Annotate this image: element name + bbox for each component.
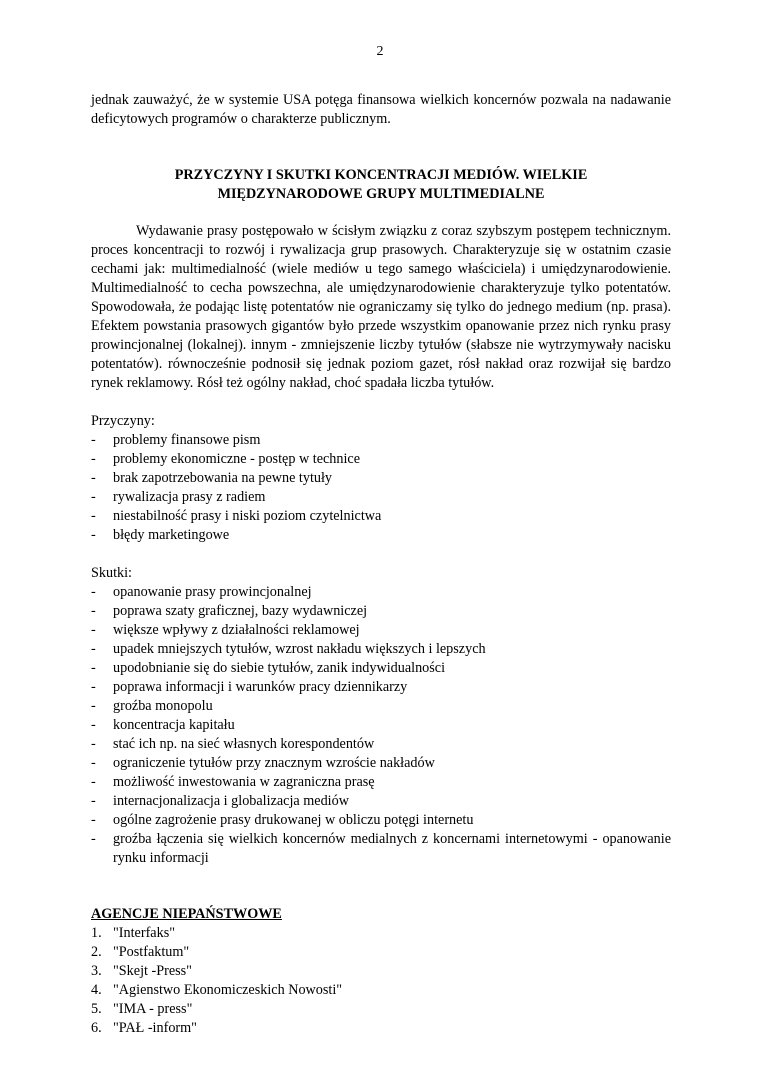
list-item: [91, 962, 671, 981]
agencies-title: AGENCJE NIEPAŃSTWOWE: [91, 906, 282, 922]
list-item: [91, 981, 671, 1000]
agency-name: "PAŁ -inform": [113, 1020, 197, 1036]
list-item: - stać ich np. na sieć własnych korespondentów: [91, 735, 671, 754]
list-item: - poprawa szaty graficznej, bazy wydawniczej: [91, 602, 671, 621]
list-number: 2.: [91, 944, 102, 960]
intro-paragraph: jednak zauważyć, że w systemie USA potęga finansowa wielkich koncernów pozwala na nadawanie deficytowych programów o charakterze publicznym.: [91, 92, 671, 127]
list-number: 1.: [91, 925, 102, 941]
list-item: - niestabilność prasy i niski poziom czytelnictwa: [91, 507, 671, 526]
causes-list: [91, 431, 671, 545]
list-item: [91, 943, 671, 962]
list-item: - poprawa informacji i warunków pracy dziennikarzy: [91, 678, 671, 697]
effects-list: [91, 583, 671, 868]
heading-line-1: PRZYCZYNY I SKUTKI KONCENTRACJI MEDIÓW. WIELKIE: [174, 167, 588, 183]
list-item: - problemy finansowe pism: [91, 431, 671, 450]
list-item: - problemy ekonomiczne - postęp w technice: [91, 450, 671, 469]
document-body: [91, 91, 671, 1038]
page-number: 2: [376, 44, 384, 59]
list-number: 4.: [91, 982, 102, 998]
list-item: - groźba łączenia się wielkich koncernów medialnych z koncernami internetowymi - opanowanie rynku informacji: [91, 830, 671, 868]
heading-line-2: MIĘDZYNARODOWE GRUPY MULTIMEDIALNE: [217, 186, 545, 202]
list-item: [91, 1000, 671, 1019]
list-item: [91, 924, 671, 943]
list-item: - ograniczenie tytułów przy znacznym wzroście nakładów: [91, 754, 671, 773]
list-number: 5.: [91, 1001, 102, 1017]
list-number: 6.: [91, 1020, 102, 1036]
agency-name: "Agienstwo Ekonomiczeskich Nowosti": [113, 982, 343, 998]
causes-label: Przyczyny:: [91, 413, 155, 429]
effects-label: Skutki:: [91, 565, 132, 581]
list-item: - internacjonalizacja i globalizacja mediów: [91, 792, 671, 811]
agencies-list: [91, 924, 671, 1038]
agency-name: "Postfaktum": [113, 944, 190, 960]
list-number: 3.: [91, 963, 102, 979]
list-item: - ogólne zagrożenie prasy drukowanej w obliczu potęgi internetu: [91, 811, 671, 830]
main-paragraph: Wydawanie prasy postępowało w ścisłym związku z coraz szybszym postępem technicznym. proces koncentracji to rozwój i rywalizacja grup prasowych. Charakteryzuje się w ostatnim czasie cechami jak: multimedialność (wiele mediów u tego samego właściciela) i umiędzynarodowienie. Multimedialność to cecha powszechna, ale umiędzynarodowienie charakteryzuje tylko potentatów. Spowodowała, że podając listę potentatów nie ograniczamy się tylko do jednego medium (np. prasa). Efektem powstania prasowych gigantów było przede wszystkim opanowanie przez nich rynku prasy prowincjonalnej (lokalnej). innym - zmniejszenie liczby tytułów (słabsze nie wytrzymywały nacisku potentatów). równocześnie podnosił się jednak poziom gazet, rósł nakład oraz rozwijał się bardzo rynek reklamowy. Rósł też ogólny nakład, choć spadała liczba tytułów.: [91, 223, 671, 391]
agency-name: "Skejt -Press": [113, 963, 192, 979]
list-item: - opanowanie prasy prowincjonalnej: [91, 583, 671, 602]
section-heading: [91, 166, 671, 204]
list-item: - koncentracja kapitału: [91, 716, 671, 735]
list-item: - upadek mniejszych tytułów, wzrost nakładu większych i lepszych: [91, 640, 671, 659]
list-item: - możliwość inwestowania w zagraniczna prasę: [91, 773, 671, 792]
list-item: [91, 1019, 671, 1038]
list-item: - rywalizacja prasy z radiem: [91, 488, 671, 507]
list-item: - groźba monopolu: [91, 697, 671, 716]
list-item: - upodobnianie się do siebie tytułów, zanik indywidualności: [91, 659, 671, 678]
list-item: - brak zapotrzebowania na pewne tytuły: [91, 469, 671, 488]
agency-name: "IMA - press": [113, 1001, 193, 1017]
list-item: - większe wpływy z działalności reklamowej: [91, 621, 671, 640]
agency-name: "Interfaks": [113, 925, 176, 941]
list-item: - błędy marketingowe: [91, 526, 671, 545]
